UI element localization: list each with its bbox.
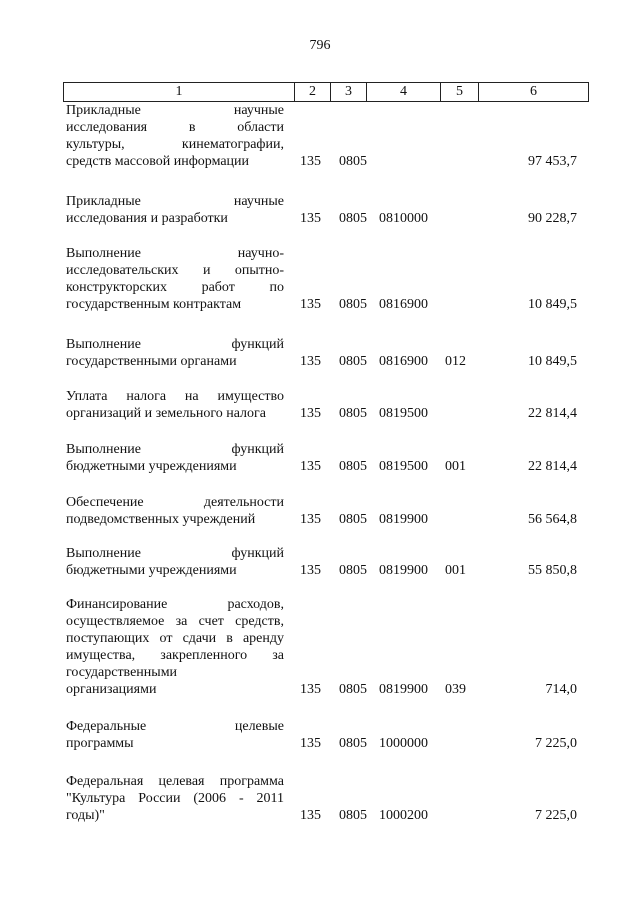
row-name (66, 718, 284, 752)
row-target-article: 1000200 (379, 808, 428, 823)
row-name (66, 441, 284, 475)
row-target-article: 1000000 (379, 736, 428, 751)
row-name-line: осуществляемое за счет средств, (66, 614, 284, 629)
row-name-line: бюджетными учреждениями (66, 459, 237, 474)
row-name-line: Выполнение функций (66, 337, 284, 352)
row-section: 0805 (339, 459, 367, 474)
row-sum: 10 849,5 (528, 354, 577, 369)
row-section: 0805 (339, 406, 367, 421)
table-row (63, 336, 587, 370)
row-sum: 7 225,0 (535, 736, 577, 751)
row-expense-type: 012 (445, 354, 466, 369)
row-name-line: подведомственных учреждений (66, 512, 256, 527)
table-row (63, 245, 587, 313)
row-sum: 7 225,0 (535, 808, 577, 823)
row-code: 135 (300, 154, 321, 169)
row-name-line: исследовательских и опытно- (66, 263, 284, 278)
row-sum: 714,0 (545, 682, 577, 697)
row-expense-type: 039 (445, 682, 466, 697)
row-section: 0805 (339, 154, 367, 169)
table-row (63, 388, 587, 422)
table-row (63, 102, 587, 170)
row-name (66, 388, 284, 422)
row-name-line: имущества, закрепленного за (66, 648, 284, 663)
row-expense-type: 001 (445, 563, 466, 578)
row-name (66, 545, 284, 579)
row-section: 0805 (339, 682, 367, 697)
row-target-article: 0819900 (379, 512, 428, 527)
page-number: 796 (309, 38, 331, 53)
table-row (63, 441, 587, 475)
table-row (63, 596, 587, 698)
row-target-article: 0816900 (379, 354, 428, 369)
row-section: 0805 (339, 512, 367, 527)
table-row (63, 494, 587, 528)
table-row (63, 718, 587, 752)
row-name (66, 245, 284, 313)
row-name-line: исследования в области (66, 120, 284, 135)
header-col-4: 4 (367, 83, 441, 101)
row-sum: 56 564,8 (528, 512, 577, 527)
row-name-line: Выполнение научно- (66, 246, 284, 261)
row-target-article: 0819900 (379, 682, 428, 697)
row-name-line: исследования и разработки (66, 211, 228, 226)
row-name-line: Финансирование расходов, (66, 597, 284, 612)
row-name-line: государственными органами (66, 354, 237, 369)
row-sum: 55 850,8 (528, 563, 577, 578)
row-name-line: "Культура России (2006 - 2011 (66, 791, 284, 806)
header-col-3: 3 (331, 83, 367, 101)
row-sum: 10 849,5 (528, 297, 577, 312)
table-header (63, 82, 589, 102)
row-code: 135 (300, 563, 321, 578)
row-name-line: государственными (66, 665, 178, 680)
row-name-line: поступающих от сдачи в аренду (66, 631, 284, 646)
row-name-line: Уплата налога на имущество (66, 389, 284, 404)
row-sum: 90 228,7 (528, 211, 577, 226)
row-name-line: конструкторских работ по (66, 280, 284, 295)
row-name (66, 193, 284, 227)
row-section: 0805 (339, 211, 367, 226)
row-name-line: культуры, кинематографии, (66, 137, 284, 152)
row-name-line: годы)" (66, 808, 105, 823)
row-code: 135 (300, 682, 321, 697)
row-name-line: Федеральные целевые (66, 719, 284, 734)
row-name-line: программы (66, 736, 134, 751)
row-name-line: Прикладные научные (66, 194, 284, 209)
header-col-5: 5 (441, 83, 479, 101)
row-name (66, 773, 284, 824)
row-section: 0805 (339, 297, 367, 312)
row-target-article: 0816900 (379, 297, 428, 312)
row-code: 135 (300, 808, 321, 823)
row-name-line: Выполнение функций (66, 442, 284, 457)
row-target-article: 0819500 (379, 459, 428, 474)
row-target-article: 0819500 (379, 406, 428, 421)
row-code: 135 (300, 736, 321, 751)
row-code: 135 (300, 512, 321, 527)
header-col-2: 2 (295, 83, 331, 101)
row-code: 135 (300, 211, 321, 226)
row-section: 0805 (339, 354, 367, 369)
table-row (63, 193, 587, 227)
row-name-line: бюджетными учреждениями (66, 563, 237, 578)
row-section: 0805 (339, 563, 367, 578)
row-name-line: Федеральная целевая программа (66, 774, 284, 789)
row-sum: 22 814,4 (528, 406, 577, 421)
row-section: 0805 (339, 808, 367, 823)
table-row (63, 773, 587, 824)
row-section: 0805 (339, 736, 367, 751)
row-name (66, 102, 284, 170)
row-name-line: государственным контрактам (66, 297, 242, 312)
row-name-line: организаций и земельного налога (66, 406, 266, 421)
row-name (66, 494, 284, 528)
row-sum: 22 814,4 (528, 459, 577, 474)
row-code: 135 (300, 354, 321, 369)
table-row (63, 545, 587, 579)
row-code: 135 (300, 406, 321, 421)
row-name-line: средств массовой информации (66, 154, 250, 169)
row-code: 135 (300, 297, 321, 312)
row-sum: 97 453,7 (528, 154, 577, 169)
row-name-line: Обеспечение деятельности (66, 495, 284, 510)
row-name-line: организациями (66, 682, 157, 697)
row-target-article: 0810000 (379, 211, 428, 226)
row-name-line: Выполнение функций (66, 546, 284, 561)
row-expense-type: 001 (445, 459, 466, 474)
header-col-1: 1 (64, 83, 295, 101)
row-name (66, 596, 284, 698)
row-code: 135 (300, 459, 321, 474)
header-col-6: 6 (530, 84, 537, 99)
row-target-article: 0819900 (379, 563, 428, 578)
row-name (66, 336, 284, 370)
row-name-line: Прикладные научные (66, 103, 284, 118)
